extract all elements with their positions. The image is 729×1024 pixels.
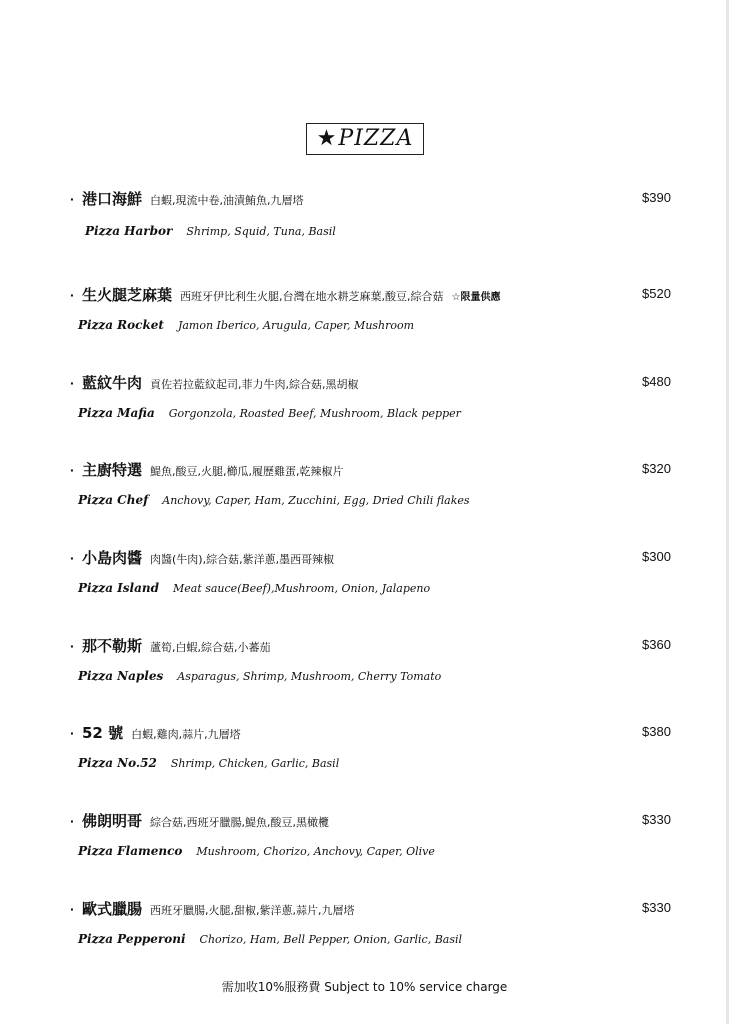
item-name-zh: 佛朗明哥 bbox=[82, 812, 143, 830]
item-name-zh: 52 號 bbox=[82, 724, 124, 742]
bullet-icon: · bbox=[70, 191, 75, 207]
item-ingredients-zh: 白蝦,現流中卷,油漬鮪魚,九層塔 bbox=[150, 194, 304, 207]
item-ingredients-en: Asparagus, Shrimp, Mushroom, Cherry Tomato bbox=[177, 670, 442, 683]
item-ingredients-zh: 鯷魚,酸豆,火腿,櫛瓜,履歷雞蛋,乾辣椒片 bbox=[150, 465, 344, 478]
item-name-en: Pizza Chef bbox=[78, 493, 149, 507]
bullet-icon: · bbox=[70, 550, 75, 566]
star-icon: ★ bbox=[316, 126, 337, 151]
item-ingredients-zh: 白蝦,雞肉,蒜片,九層塔 bbox=[131, 728, 241, 741]
bullet-icon: · bbox=[70, 462, 75, 478]
bullet-icon: · bbox=[70, 725, 75, 741]
menu-item-mafia bbox=[0, 372, 729, 452]
menu-item-flamenco bbox=[0, 810, 729, 890]
limited-supply-note: ☆限量供應 bbox=[451, 292, 501, 303]
menu-item-en-line bbox=[85, 224, 336, 238]
item-name-zh: 藍紋牛肉 bbox=[82, 374, 143, 392]
item-ingredients-en: Mushroom, Chorizo, Anchovy, Caper, Olive bbox=[196, 845, 435, 858]
item-name-en: Pizza No.52 bbox=[78, 756, 157, 770]
menu-item-zh-line bbox=[70, 284, 500, 305]
menu-item-zh-line bbox=[70, 635, 271, 656]
menu-item-en-line bbox=[78, 493, 470, 507]
menu-title-text: PIZZA bbox=[338, 126, 414, 151]
menu-item-harbor bbox=[0, 188, 729, 268]
menu-item-en-line bbox=[78, 581, 430, 595]
item-ingredients-en: Shrimp, Squid, Tuna, Basil bbox=[186, 225, 336, 238]
item-price: $480 bbox=[642, 374, 671, 389]
item-price: $520 bbox=[642, 286, 671, 301]
bullet-icon: · bbox=[70, 287, 75, 303]
menu-item-zh-line bbox=[70, 547, 334, 568]
menu-item-naples bbox=[0, 635, 729, 715]
menu-item-zh-line bbox=[70, 372, 359, 393]
item-name-en: Pizza Flamenco bbox=[78, 844, 183, 858]
menu-item-chef bbox=[0, 459, 729, 539]
item-price: $380 bbox=[642, 724, 671, 739]
menu-item-rocket bbox=[0, 284, 729, 364]
item-ingredients-zh: 蘆筍,白蝦,綜合菇,小蕃茄 bbox=[150, 641, 271, 654]
bullet-icon: · bbox=[70, 901, 75, 917]
bullet-icon: · bbox=[70, 813, 75, 829]
item-name-en: Pizza Rocket bbox=[78, 318, 164, 332]
item-ingredients-en: Meat sauce(Beef),Mushroom, Onion, Jalapeno bbox=[172, 582, 431, 595]
bullet-icon: · bbox=[70, 638, 75, 654]
item-name-zh: 歐式臘腸 bbox=[82, 900, 143, 918]
item-name-en: Pizza Island bbox=[78, 581, 159, 595]
menu-item-no52 bbox=[0, 722, 729, 802]
menu-item-zh-line bbox=[70, 459, 344, 480]
menu-item-zh-line bbox=[70, 810, 329, 831]
menu-item-zh-line bbox=[70, 722, 241, 743]
item-ingredients-en: Anchovy, Caper, Ham, Zucchini, Egg, Dried Chili flakes bbox=[162, 494, 470, 507]
service-charge-note: 需加收10%服務費 Subject to 10% service charge bbox=[221, 980, 508, 994]
item-price: $330 bbox=[642, 900, 671, 915]
item-price: $360 bbox=[642, 637, 671, 652]
item-ingredients-zh: 綜合菇,西班牙臘腸,鯷魚,酸豆,黑橄欖 bbox=[150, 816, 330, 829]
item-ingredients-zh: 肉醬(牛肉),綜合菇,紫洋蔥,墨西哥辣椒 bbox=[150, 553, 335, 566]
menu-item-en-line bbox=[78, 318, 414, 332]
menu-item-en-line bbox=[78, 932, 462, 946]
menu-item-en-line bbox=[78, 756, 339, 770]
item-name-en: Pizza Naples bbox=[78, 669, 164, 683]
item-name-en: Pizza Mafia bbox=[78, 406, 155, 420]
item-ingredients-zh: 西班牙伊比利生火腿,台灣在地水耕芝麻葉,酸豆,綜合菇 bbox=[180, 290, 444, 303]
menu-item-en-line bbox=[78, 406, 461, 420]
bullet-icon: · bbox=[70, 375, 75, 391]
item-ingredients-zh: 西班牙臘腸,火腿,甜椒,紫洋蔥,蒜片,九層塔 bbox=[150, 904, 355, 917]
item-ingredients-zh: 貢佐若拉藍紋起司,菲力牛肉,綜合菇,黑胡椒 bbox=[150, 378, 359, 391]
menu-item-en-line bbox=[78, 844, 435, 858]
item-name-zh: 小島肉醬 bbox=[82, 549, 143, 567]
item-ingredients-en: Gorgonzola, Roasted Beef, Mushroom, Black pepper bbox=[168, 407, 461, 420]
item-price: $390 bbox=[642, 190, 671, 205]
menu-item-en-line bbox=[78, 669, 441, 683]
item-price: $320 bbox=[642, 461, 671, 476]
item-name-en: Pizza Harbor bbox=[85, 224, 173, 238]
item-name-zh: 主廚特選 bbox=[82, 461, 143, 479]
item-name-zh: 港口海鮮 bbox=[82, 190, 143, 208]
menu-item-zh-line bbox=[70, 898, 355, 919]
item-price: $300 bbox=[642, 549, 671, 564]
item-name-en: Pizza Pepperoni bbox=[78, 932, 186, 946]
item-ingredients-en: Shrimp, Chicken, Garlic, Basil bbox=[170, 757, 340, 770]
item-ingredients-en: Chorizo, Ham, Bell Pepper, Onion, Garlic, Basil bbox=[199, 933, 463, 946]
menu-item-island bbox=[0, 547, 729, 627]
menu-item-zh-line bbox=[70, 188, 304, 209]
item-name-zh: 生火腿芝麻葉 bbox=[82, 286, 173, 304]
item-ingredients-en: Jamon Iberico, Arugula, Caper, Mushroom bbox=[177, 319, 415, 332]
item-name-zh: 那不勒斯 bbox=[82, 637, 143, 655]
item-price: $330 bbox=[642, 812, 671, 827]
menu-item-pepperoni bbox=[0, 898, 729, 978]
menu-title bbox=[306, 123, 424, 155]
